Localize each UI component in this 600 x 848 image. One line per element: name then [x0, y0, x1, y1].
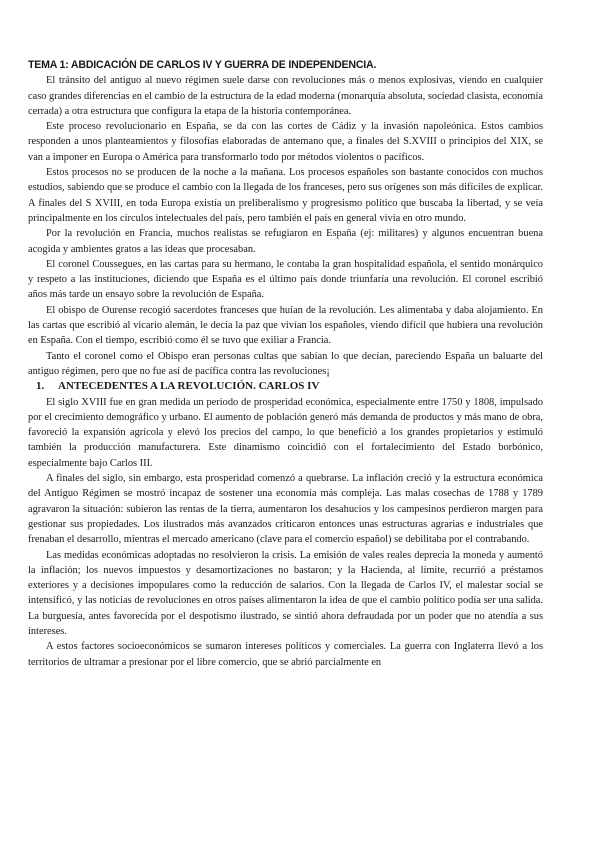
paragraph: El siglo XVIII fue en gran medida un periodo de prosperidad económica, especialmente entre 1750 y 1808, impulsado por el crecimiento demográfico y urbano. El aumento de población generó más demanda de productos y más mano de obra, favoreció la expansión agrícola y elevó los precios del campo, lo que benefició a los grandes propietarios y estimuló también la producción manufacturera. Este dinamismo coincidió con el fortalecimiento del Estado borbónico, especialmente bajo Carlos III.	[28, 396, 543, 469]
section-title: ANTECEDENTES A LA REVOLUCIÓN. CARLOS IV	[58, 380, 320, 393]
paragraph: A estos factores socioeconómicos se sumaron intereses políticos y comerciales. La guerra con Inglaterra llevó a los territorios de ultramar a presionar por el libre comercio, que se abrió parcialmente en	[28, 641, 543, 668]
section-body	[28, 395, 543, 670]
section-heading	[28, 379, 543, 394]
paragraph: Por la revolución en Francia, muchos realistas se refugiaron en España (ej: militares) y algunos encuentran buena acogida y ambientes gratos a las ideas que procesaban.	[28, 228, 543, 255]
paragraph: El obispo de Ourense recogió sacerdotes franceses que huían de la revolución. Les alimentaba y daba alojamiento. En las cartas que escribió al vicario alemán, le decía la paz que vivían los españoles, viendo difícil que hubiera una revolución en España. Con el tiempo, escribió como él se tuvo que exiliar a Francia.	[28, 304, 543, 347]
paragraph: A finales del siglo, sin embargo, esta prosperidad comenzó a quebrarse. La inflación creció y la estructura económica del Antiguo Régimen se mostró incapaz de sostener una economía más compleja. Las malas cosechas de 1788 y 1789 agravaron la situación: subieron las rentas de la tierra, aumentaron los desahucios y los campesinos perdieron margen para gestionar sus propiedades. Los ilustrados más avanzados criticaron entonces unas estructuras agrarias e industriales que frenaban el desarrollo, mientras el mercado americano (clave para el comercio español) se debilitaba por el contrabando.	[28, 473, 543, 546]
document-page	[28, 58, 543, 670]
intro-section	[28, 73, 543, 379]
section-number: 1.	[36, 380, 45, 393]
paragraph: Estos procesos no se producen de la noche a la mañana. Los procesos españoles son bastante conocidos con muchos estudios, sabiendo que se produce el cambio con la llegada de los franceses, pero sus orígenes son más difíciles de explicar. A finales del S XVIII, en toda Europa existía un preliberalismo y progresismo político que buscaba la libertad, y se veía principalmente en los círculos intelectuales del país, pero también el país en general vivía en otro mundo.	[28, 167, 543, 224]
paragraph: El tránsito del antiguo al nuevo régimen suele darse con revoluciones más o menos explosivas, viendo en cualquier caso grandes diferencias en el cambio de la estructura de la edad moderna (monarquía absoluta, sociedad clasista, economía cerrada) a otra estructura que configura la etapa de la historia contemporánea.	[28, 75, 543, 117]
paragraph: Las medidas económicas adoptadas no resolvieron la crisis. La emisión de vales reales deprecia la moneda y aumentó la inflación; los nuevos impuestos y desamortizaciones no bastaron; y la Hacienda, al límite, recurrió a préstamos exteriores y a decisiones impopulares como la reducción de salarios. Con la llegada de Carlos IV, el malestar social se intensificó, y las noticias de revoluciones en otros países alimentaron la idea de que el cambio político podía ser una salida. La burguesía, antes favorecida por el despotismo ilustrado, se sintió ahora defraudada por un poder que no atendía a sus intereses.	[28, 549, 543, 637]
paragraph: Este proceso revolucionario en España, se da con las cortes de Cádiz y la invasión napoleónica. Estos cambios responden a unos planteamientos y filosofías elaboradas de antemano que, a finales del S.XVIII o principios del XIX, se van a imponer en Europa o América para transformarlo todo por métodos violentos o pacíficos.	[28, 121, 543, 163]
paragraph: Tanto el coronel como el Obispo eran personas cultas que sabían lo que decían, pareciendo España un baluarte del antiguo régimen, pero que no fue así de pacífica contra las revoluciones¡	[28, 350, 543, 377]
paragraph: El coronel Coussegues, en las cartas para su hermano, le contaba la gran hospitalidad española, el sentido monárquico y respeto a las instituciones, diciendo que España es el último país donde triunfaría una revolución. El coronel escribió años más tarde un ensayo sobre la revolución de España.	[28, 258, 543, 301]
page-title: TEMA 1: ABDICACIÓN DE CARLOS IV Y GUERRA DE INDEPENDENCIA.	[28, 59, 377, 71]
